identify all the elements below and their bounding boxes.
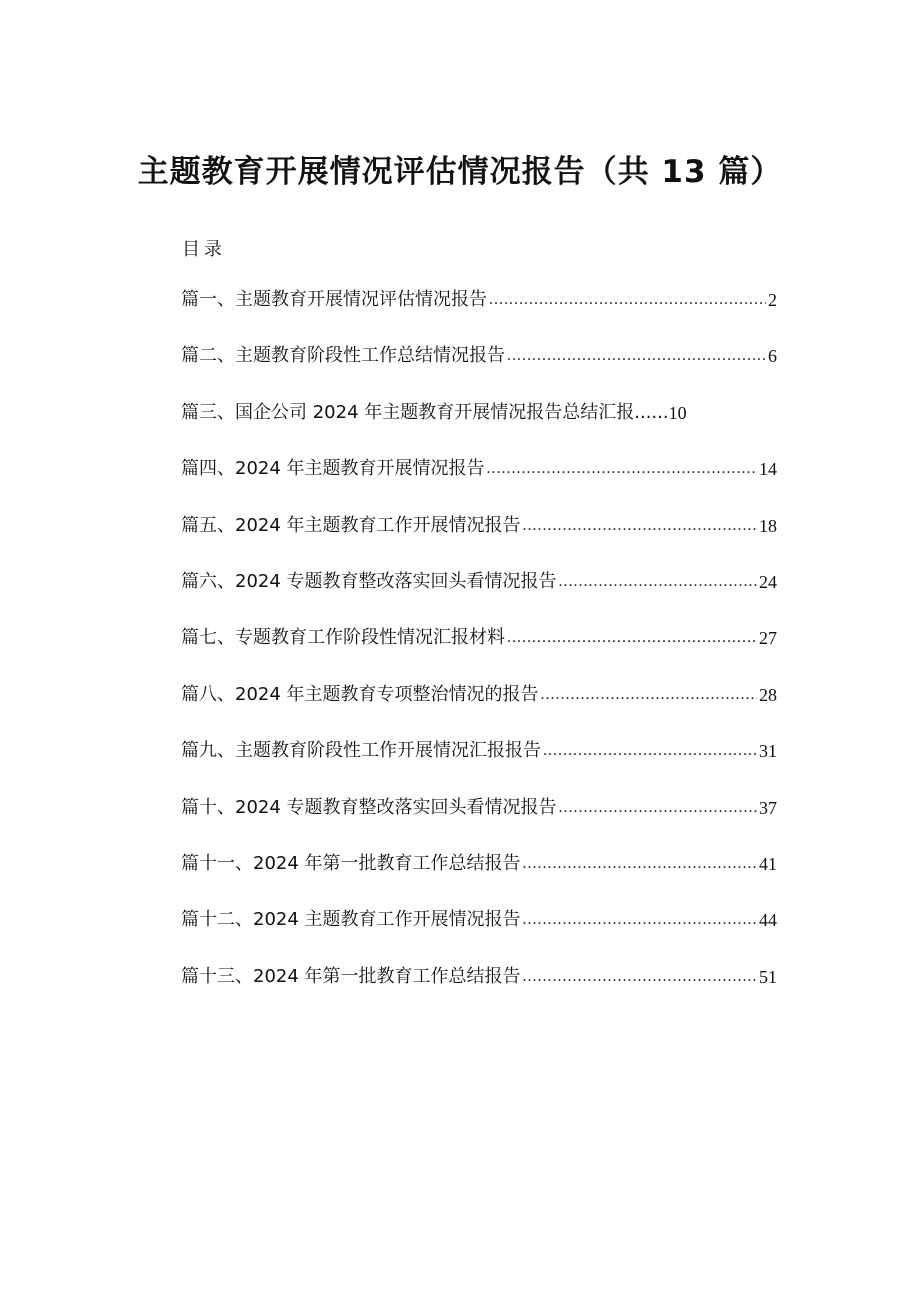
toc-entry-label: 篇十一、2024 年第一批教育工作总结报告 — [181, 852, 521, 874]
toc-dot-leader — [559, 566, 757, 598]
toc-entry-9[interactable] — [181, 735, 777, 791]
toc-dot-leader — [487, 453, 757, 485]
toc-entry-2[interactable] — [181, 340, 777, 396]
toc-entry-page: 18 — [759, 515, 777, 536]
toc-entry-label: 篇六、2024 专题教育整改落实回头看情况报告 — [181, 570, 557, 592]
toc-entry-label: 篇七、专题教育工作阶段性情况汇报材料 — [181, 627, 505, 649]
toc-entry-page: 41 — [759, 853, 777, 874]
toc-entry-page: 44 — [759, 910, 777, 931]
toc-entry-5[interactable] — [181, 510, 777, 566]
toc-entry-label: 篇四、2024 年主题教育开展情况报告 — [181, 458, 485, 480]
toc-dot-leader — [543, 735, 757, 767]
toc-entry-12[interactable] — [181, 904, 777, 960]
toc-heading: 目录 — [182, 239, 226, 260]
toc-entry-label: 篇五、2024 年主题教育工作开展情况报告 — [181, 514, 521, 536]
toc-dot-leader — [523, 848, 757, 880]
toc-dot-leader — [489, 284, 766, 316]
toc-entry-page: 51 — [759, 966, 777, 987]
toc-dot-leader — [523, 510, 757, 542]
toc-entry-label: 篇二、主题教育阶段性工作总结情况报告 — [181, 345, 505, 367]
toc-entry-page: 2 — [768, 290, 777, 310]
toc-entry-page: 37 — [759, 797, 777, 818]
toc-entry-7[interactable] — [181, 622, 777, 678]
toc-entry-page: 10 — [668, 402, 687, 423]
toc-entry-11[interactable] — [181, 848, 777, 904]
toc-dot-leader — [507, 340, 766, 372]
toc-dot-leader — [541, 679, 757, 711]
toc-entry-page: 6 — [768, 346, 777, 367]
toc-dot-leader — [523, 904, 757, 936]
toc-entry-page: 28 — [759, 684, 777, 705]
toc-entry-1[interactable] — [181, 284, 777, 340]
toc-entry-3[interactable] — [181, 397, 777, 453]
toc-dot-leader — [523, 961, 757, 993]
toc-entry-label: 篇十二、2024 主题教育工作开展情况报告 — [181, 909, 521, 931]
toc-dot-leader — [507, 622, 757, 654]
toc-entry-label: 篇十、2024 专题教育整改落实回头看情况报告 — [181, 796, 557, 818]
toc-entry-page: 14 — [759, 459, 777, 480]
toc-entry-label: 篇十三、2024 年第一批教育工作总结报告 — [181, 965, 521, 987]
toc-entry-page: 27 — [759, 628, 777, 649]
toc-entry-label: 篇八、2024 年主题教育专项整治情况的报告 — [181, 683, 539, 705]
toc-entry-label: 篇一、主题教育开展情况评估情况报告 — [181, 289, 487, 310]
toc-entry-10[interactable] — [181, 792, 777, 848]
document-title: 主题教育开展情况评估情况报告（共 13 篇） — [137, 154, 783, 190]
toc-entry-page: 24 — [759, 571, 777, 592]
toc-entry-13[interactable] — [181, 961, 777, 1017]
toc-dot-leader — [559, 792, 757, 824]
toc-entry-8[interactable] — [181, 679, 777, 735]
toc-entry-6[interactable] — [181, 566, 777, 622]
table-of-contents — [181, 284, 777, 1017]
toc-entry-label: 篇九、主题教育阶段性工作开展情况汇报报告 — [181, 740, 541, 762]
toc-entry-label: 篇三、国企公司 2024 年主题教育开展情况报告总结汇报...... — [181, 401, 669, 423]
toc-entry-4[interactable] — [181, 453, 777, 509]
toc-entry-page: 31 — [759, 741, 777, 762]
